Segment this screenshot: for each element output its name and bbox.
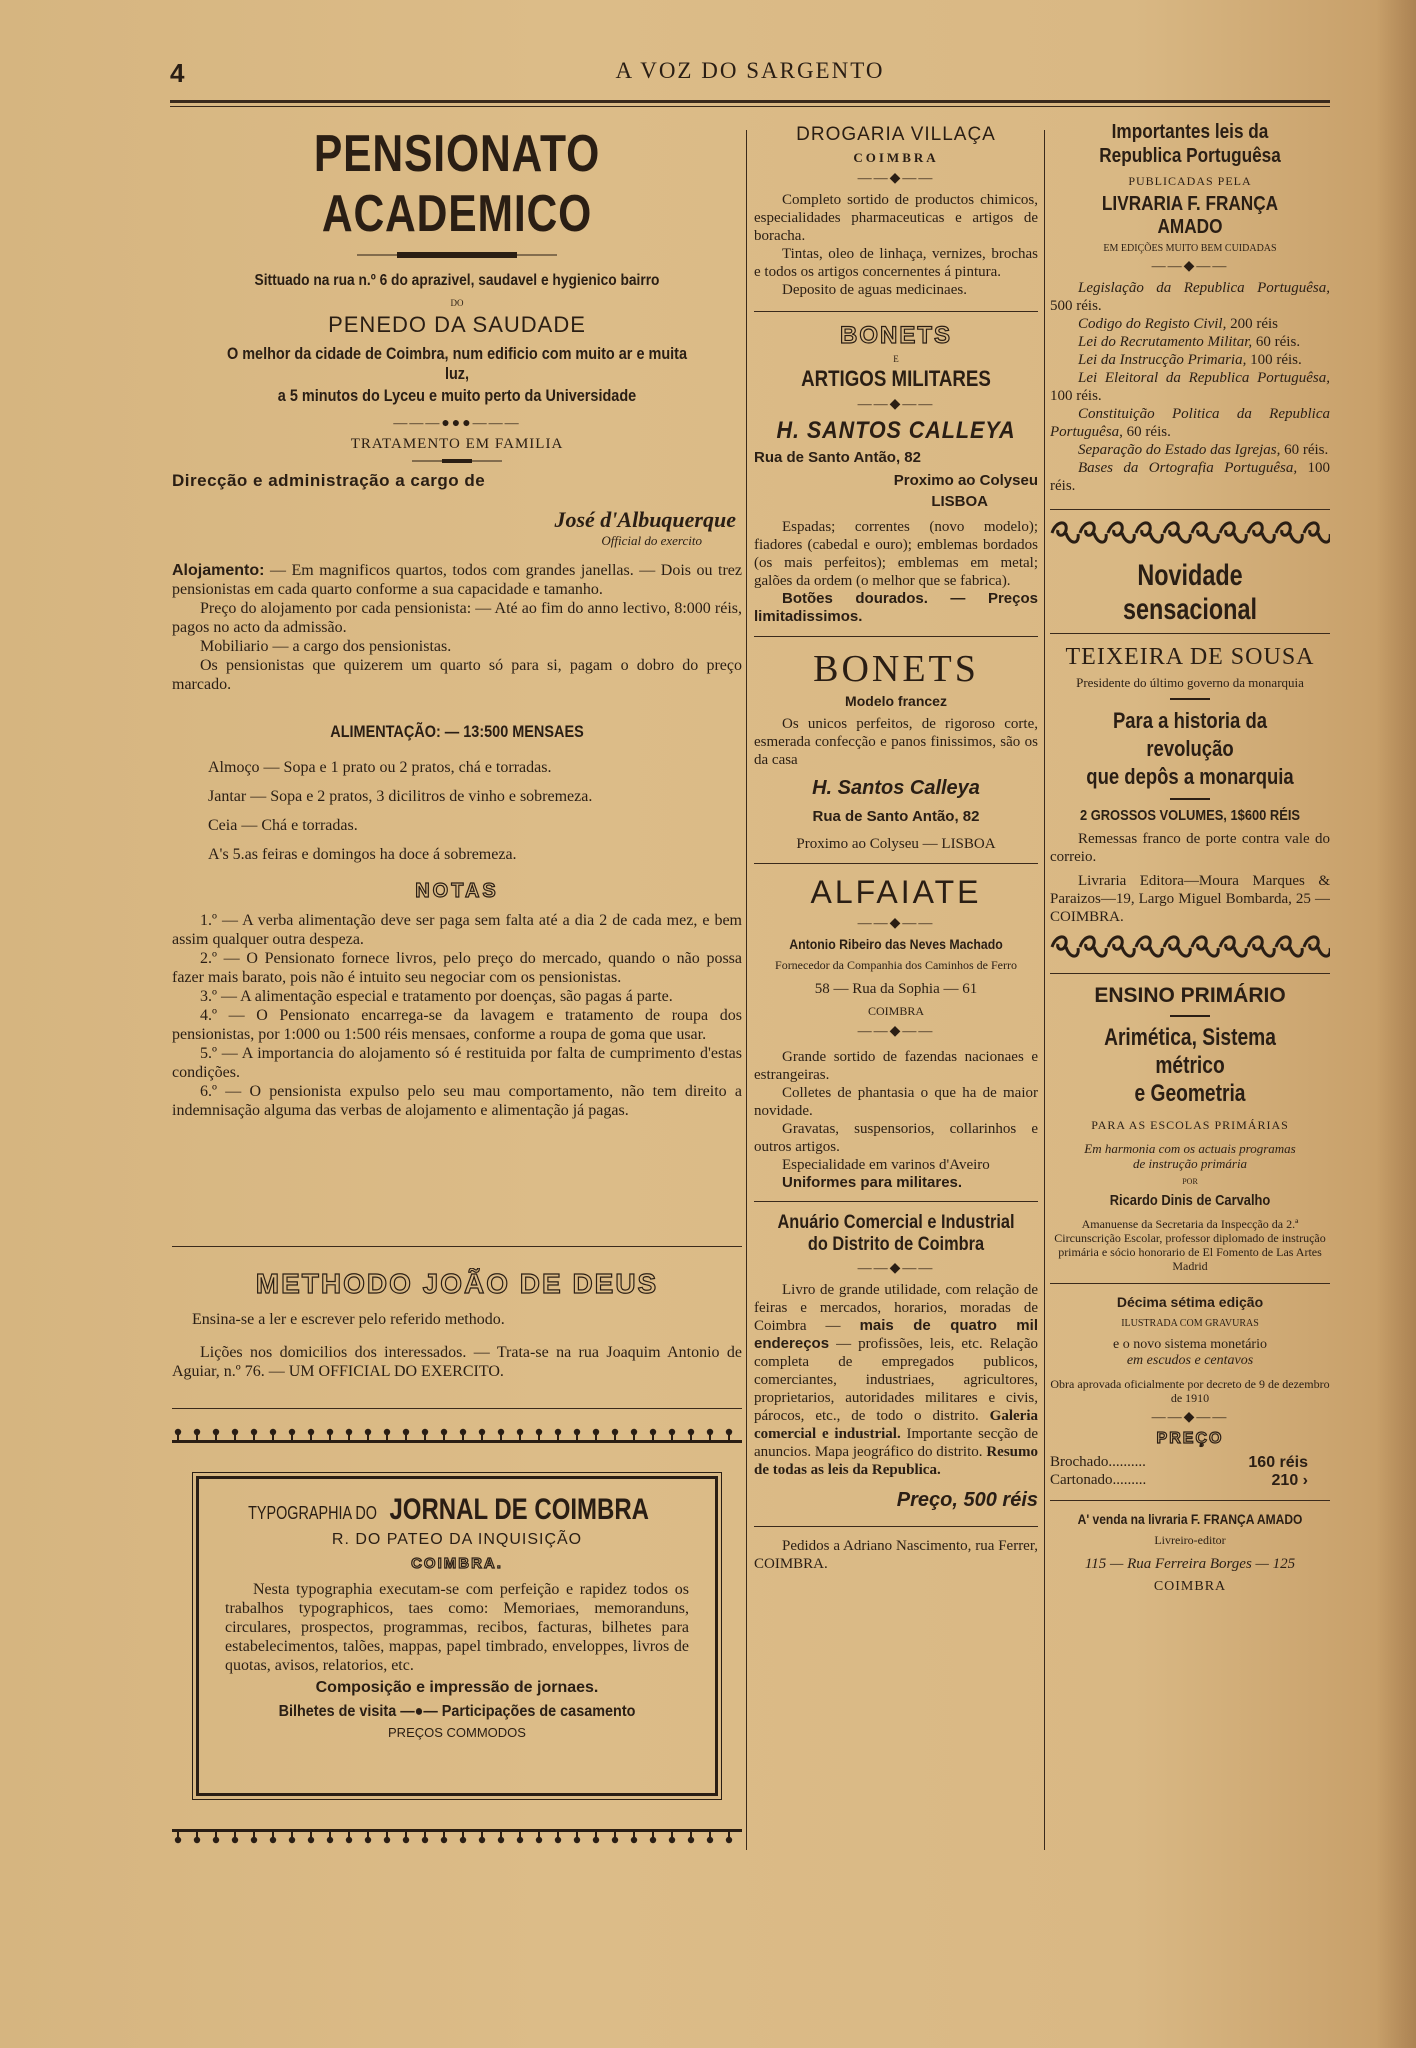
- nota-item: 1.º — A verba alimentação deve ser paga sem falta até a dia 2 de cada mez, e bem assim qualquer outra despeza.: [172, 912, 742, 948]
- typographia-title-prefix: TYPOGRAPHIA DO: [248, 1503, 378, 1523]
- pensionato-title: PENSIONATO ACADEMICO: [313, 125, 601, 243]
- leis-item-price: 60 réis.: [1280, 442, 1329, 458]
- header-rule: [170, 100, 1330, 103]
- anuario-pedidos: Pedidos a Adriano Nascimento, rua Ferrer, COIMBRA.: [754, 1538, 1038, 1572]
- anuario-text-c: — profissões, leis, etc. Relação completa de empregados publicos, comerciantes, industriaes, agricultores, proprietarios, autoridades militares e civis, párocos, etc., de todo o distrito.: [754, 1336, 1038, 1424]
- section-rule: [1050, 973, 1330, 974]
- methodo-title: METHODO JOÃO DE DEUS: [255, 1268, 659, 1299]
- novidade-volumes: 2 GROSSOS VOLUMES, 1$600 RÉIS: [1079, 807, 1301, 824]
- leis-item: [1050, 441, 1330, 459]
- bonets2-modelo: Modelo francez: [845, 693, 947, 709]
- section-rule: [1050, 509, 1330, 510]
- pensionato-direccao: Direcção e administração a cargo de: [172, 471, 486, 490]
- novidade-remessas: Remessas franco de porte contra vale do correio.: [1050, 831, 1330, 865]
- section-rule: [754, 311, 1038, 312]
- pensionato-jantar: Jantar — Sopa e 2 pratos, 3 dicilitros de vinho e sobremeza.: [208, 788, 593, 805]
- ensino-sistema-1: e o novo sistema monetário: [1113, 1337, 1267, 1352]
- leis-item-title: Lei da Instrucção Primaria,: [1078, 352, 1247, 368]
- bonets-artigos: ARTIGOS MILITARES: [801, 366, 991, 391]
- pensionato-quintas: A's 5.as feiras e domingos ha doce á sobremeza.: [208, 846, 517, 863]
- anuario-text: [754, 1281, 1038, 1479]
- ensino-book-2: e Geometria: [1134, 1080, 1246, 1107]
- pensionato-signature-role: Official do exercito: [601, 533, 702, 548]
- leis-list: [1050, 279, 1330, 495]
- alfaiate-p1: Grande sortido de fazendas nacionaes e estrangeiras.: [754, 1049, 1038, 1083]
- pensionato-ceia: Ceia — Chá e torradas.: [208, 817, 358, 834]
- pensionato-ad: [172, 120, 742, 1410]
- novidade-book-1: Para a historia da revolução: [1112, 708, 1268, 761]
- bonets-text: Espadas; correntes (novo modelo); fiadores (cabedal e ouro); emblemas bordados (os mais perfeitos); emblemas em metal; galões da ordem (o melhor que se fabrica).: [754, 519, 1038, 589]
- section-rule: [172, 1246, 742, 1247]
- ensino-cred: Amanuense da Secretaria da Inspecção da 2.ª Circunscrição Escolar, professor diplomado de instrução primária e sócio honorario de El Fomento de Las Artes Madrid: [1054, 1217, 1326, 1273]
- right-column: [1050, 120, 1330, 1860]
- leis-title: Importantes leis da Republica Portuguêsa: [1099, 121, 1281, 167]
- methodo-line-2: Lições nos domicilios dos interessados. — Trata-se na rua Joaquim Antonio de Aguiar, n.º 76. — UM OFFICIAL DO EXERCITO.: [172, 1344, 742, 1380]
- leis-item-title: Lei do Recrutamento Militar,: [1078, 334, 1253, 350]
- bonets-rua: Rua de Santo Antão, 82: [754, 449, 921, 466]
- methodo-line-1: Ensina-se a ler e escrever pelo referido methodo.: [192, 1311, 505, 1328]
- typographia-ad: [196, 1476, 718, 1796]
- ornament-rule-icon: [1170, 795, 1210, 803]
- methodo-ad: [172, 1268, 742, 1398]
- pensionato-preco-alojamento: Preço do alojamento por cada pensionista: — Até ao fim do anno lectivo, 8:000 réis, pagos no acto da admissão.: [172, 600, 742, 636]
- alfaiate-name: Antonio Ribeiro das Neves Machado: [789, 936, 1003, 952]
- bonets2-rua: Rua de Santo Antão, 82: [812, 808, 980, 825]
- price-value-cartonado: 210 ›: [1271, 1472, 1308, 1489]
- leis-publicadas: PUBLICADAS PELA: [1128, 174, 1252, 188]
- pensionato-bairro: PENEDO DA SAUDADE: [328, 312, 586, 337]
- drogaria-p2: Tintas, oleo de linhaça, vernizes, brochas e todos os artigos concernentes á pintura.: [754, 246, 1038, 280]
- ensino-harmonia-2: de instrução primária: [1132, 1156, 1248, 1171]
- leis-item-title: Constituição Politica da Republica Portuguêsa,: [1050, 406, 1330, 440]
- section-rule: [1050, 1500, 1330, 1501]
- anuario-text-e: Importante secção de anuncios. Mapa jeográfico do distrito.: [754, 1426, 1038, 1460]
- leis-item-price: 60 réis.: [1252, 334, 1301, 350]
- divider-ornament: ——◆——: [1151, 1410, 1229, 1425]
- anuario-text-b: mais de quatro mil endereços: [754, 1317, 1038, 1352]
- middle-column: [754, 120, 1038, 1860]
- leis-item-title: Lei Eleitoral da Republica Portuguêsa,: [1078, 370, 1330, 386]
- nota-item: 4.º — O Pensionato encarrega-se da lavagem e tratamento de roupa dos pensionistas, por 1:000 ou 1:500 réis mensaes, conforme a roupa de goma que usar.: [172, 1007, 742, 1043]
- divider-ornament: ———●●●———: [393, 416, 521, 431]
- leis-item-price: 100 réis.: [1246, 352, 1302, 368]
- leis-item-price: 100 réis.: [1050, 460, 1330, 494]
- anuario-text-f: Resumo de todas as leis da Republica.: [754, 1444, 1038, 1478]
- ensino-city: COIMBRA: [1153, 1579, 1227, 1594]
- section-rule: [172, 1408, 742, 1409]
- section-rule: [1050, 1283, 1330, 1284]
- ornament-rule-icon: [1170, 1012, 1210, 1020]
- alfaiate-p2: Colletes de phantasia o que ha de maior novidade.: [754, 1085, 1038, 1119]
- leis-item: [1050, 369, 1330, 405]
- drogaria-city: COIMBRA: [853, 150, 939, 165]
- bonets-e: E: [893, 354, 899, 364]
- bonets2-text: Os unicos perfeitos, de rigoroso corte, esmerada confecção e panos finissimos, são os da casa: [754, 716, 1038, 768]
- header-rule-thin: [170, 106, 1330, 107]
- anuario-title: Anuário Comercial e Industrial do Distrito de Coimbra: [777, 1212, 1015, 1255]
- alfaiate-fornecedor: Fornecedor da Companhia dos Caminhos de Ferro: [775, 958, 1017, 972]
- decorative-border-bottom-icon: [172, 1824, 742, 1844]
- drogaria-p1: Completo sortido de productos chimicos, especialidades pharmaceuticas e artigos de boracha.: [754, 192, 1038, 244]
- typographia-title: [225, 1493, 689, 1527]
- pensionato-tratamento: TRATAMENTO EM FAMILIA: [350, 436, 564, 452]
- leis-item-title: Separação do Estado das Igrejas,: [1078, 442, 1281, 458]
- ensino-para: PARA AS ESCOLAS PRIMÁRIAS: [1091, 1118, 1289, 1132]
- scroll-ornament-icon: [1050, 518, 1330, 548]
- ensino-harmonia-1: Em harmonia com os actuais programas: [1084, 1141, 1296, 1156]
- alfaiate-p3: Gravatas, suspensorios, collarinhos e outros artigos.: [754, 1121, 1038, 1155]
- column-divider: [746, 130, 747, 1850]
- leis-item: [1050, 279, 1330, 315]
- price-label-cartonado: Cartonado.........: [1050, 1472, 1147, 1488]
- drogaria-title: DROGARIA VILLAÇA: [796, 124, 996, 145]
- anuario-text-d: Galeria comercial e industrial.: [754, 1408, 1038, 1442]
- pensionato-situated: Sittuado na rua n.º 6 do aprazivel, saudavel e hygienico bairro: [254, 272, 660, 289]
- nota-item: 2.º — O Pensionato fornece livros, pelo preço do mercado, quando o não possa fazer mais barato, pois não é intuito seu negociar com os pensionistas.: [172, 950, 742, 986]
- divider-ornament: ——◆——: [857, 1261, 935, 1276]
- typographia-address: R. DO PATEO DA INQUISIÇÃO: [331, 1531, 583, 1548]
- ensino-edicao: Décima sétima edição: [1116, 1294, 1264, 1310]
- nota-item: 6.º — O pensionista expulso pelo seu mau comportamento, não tem direito a indemnisação alguma das verbas de alojamento e alimentação já pagas.: [172, 1083, 742, 1119]
- pensionato-best-2: a 5 minutos do Lyceu e muito perto da Universidade: [277, 386, 637, 405]
- leis-item-price: 500 réis.: [1050, 298, 1102, 314]
- divider-ornament: ——◆——: [857, 397, 935, 412]
- ensino-venda: A' venda na livraria F. FRANÇA AMADO: [1077, 1511, 1303, 1527]
- alfaiate-title: ALFAIATE: [810, 874, 982, 910]
- alfaiate-p4: Especialidade em varinos d'Aveiro: [782, 1157, 990, 1173]
- leis-item: [1050, 459, 1330, 495]
- ensino-address: 115 — Rua Ferreira Borges — 125: [1084, 1556, 1296, 1572]
- ensino-price-row: [1050, 1472, 1330, 1490]
- ensino-editor: Livreiro-editor: [1154, 1533, 1226, 1547]
- divider-ornament: ——◆——: [857, 171, 935, 186]
- leis-item-price: 100 réis.: [1050, 388, 1102, 404]
- alojamento-text: — Em magnificos quartos, todos com grandes janellas. — Dois ou trez pensionistas em cada quarto conforme a sua capacidade e tamanho.: [172, 562, 742, 598]
- pensionato-best-1: O melhor da cidade de Coimbra, num edificio com muito ar e muita luz,: [226, 344, 688, 383]
- pensionato-do: DO: [450, 298, 464, 308]
- leis-item: [1050, 333, 1330, 351]
- bonets-name: H. SANTOS CALLEYA: [776, 417, 1016, 444]
- ensino-obra: Obra aprovada oficialmente por decreto de 9 de dezembro de 1910: [1050, 1377, 1330, 1405]
- novidade-author: TEIXEIRA DE SOUSA: [1065, 644, 1315, 670]
- section-rule: [1050, 633, 1330, 634]
- pensionato-almoco: Almoço — Sopa e 1 prato ou 2 pratos, chá e torradas.: [208, 759, 552, 776]
- page-header: [170, 58, 1330, 88]
- nota-item: 3.º — A alimentação especial e tratamento por doenças, são pagas á parte.: [200, 988, 673, 1005]
- anuario-preco: Preço, 500 réis: [896, 1489, 1038, 1511]
- bonets2-title: BONETS: [813, 648, 979, 690]
- bonets2-name: H. Santos Calleya: [812, 777, 980, 799]
- alojamento-label: Alojamento:: [172, 562, 265, 579]
- notas-title: NOTAS: [415, 880, 499, 902]
- typographia-bilhetes: Bilhetes de visita —●— Participações de casamento: [278, 1703, 636, 1720]
- novidade-author-role: Presidente do último governo da monarquia: [1076, 675, 1304, 690]
- nota-item: 5.º — A importancia do alojamento só é restituida por falta de cumprimento d'estas condições.: [172, 1045, 742, 1081]
- alfaiate-address: 58 — Rua da Sophia — 61: [814, 981, 978, 997]
- typographia-precos: PREÇOS COMMODOS: [388, 1725, 526, 1740]
- section-rule: [754, 1526, 1038, 1527]
- ensino-author: Ricardo Dinis de Carvalho: [1109, 1192, 1271, 1209]
- ensino-preco-title: PREÇO: [1156, 1430, 1224, 1447]
- ensino-price-row: [1050, 1454, 1330, 1472]
- leis-edicoes: EM EDIÇÕES MUITO BEM CUIDADAS: [1103, 243, 1277, 254]
- ornament-rule-icon: [357, 248, 557, 262]
- typographia-body: Nesta typographia executam-se com perfeição e rapidez todos os trabalhos typographicos, taes como: Memoriaes, memoranduns, circulares, prospectos, programmas, recibos, facturas, bilhetes para estabelecimentos, talões, mappas, papel timbrado, enveloppes, livros de quotas, avisos, relatorios, etc.: [225, 1581, 689, 1674]
- drogaria-p3: Deposito de aguas medicinaes.: [782, 282, 967, 298]
- leis-livraria: LIVRARIA F. FRANÇA AMADO: [1101, 193, 1279, 238]
- section-rule: [754, 636, 1038, 637]
- novidade-book-2: que depôs a monarquia: [1086, 764, 1294, 789]
- page-number: 4: [170, 58, 185, 88]
- price-label-brochado: Brochado..........: [1050, 1454, 1146, 1470]
- bonets-botoes: Botões dourados. — Preços limitadissimos.: [754, 590, 1038, 625]
- pensionato-mobiliario: Mobiliario — a cargo dos pensionistas.: [200, 638, 452, 655]
- novidade-title: Novidade sensacional: [1123, 559, 1257, 626]
- decorative-border-top-icon: [172, 1428, 742, 1448]
- ensino-sistema-2: em escudos e centavos: [1126, 1353, 1254, 1368]
- ensino-ilustrada: ILUSTRADA COM GRAVURAS: [1121, 1318, 1259, 1329]
- leis-item: [1050, 405, 1330, 441]
- ensino-title: ENSINO PRIMÁRIO: [1094, 984, 1286, 1007]
- leis-item-title: Bases da Ortografia Portuguêsa,: [1078, 460, 1298, 476]
- typographia-composicao: Composição e impressão de jornaes.: [315, 1679, 599, 1696]
- divider-ornament: ——◆——: [1151, 259, 1229, 274]
- novidade-livraria: Livraria Editora—Moura Marques & Paraizos—19, Largo Miguel Bombarda, 25 — COIMBRA.: [1050, 873, 1330, 925]
- bonets2-proximo: Proximo ao Colyseu — LISBOA: [796, 836, 996, 852]
- pensionato-quarto-so: Os pensionistas que quizerem um quarto só para si, pagam o dobro do preço marcado.: [172, 657, 742, 693]
- pensionato-signature: José d'Albuquerque: [554, 507, 736, 532]
- bonets-proximo: Proximo ao Colyseu: [893, 472, 1038, 489]
- bonets-title: BONETS: [839, 322, 952, 349]
- alfaiate-city: COIMBRA: [867, 1004, 924, 1018]
- pensionato-alimentacao: ALIMENTAÇÃO: — 13:500 MENSAES: [330, 722, 584, 741]
- leis-item-title: Codigo do Registo Civil,: [1078, 316, 1227, 332]
- divider-ornament: ——◆——: [857, 1024, 935, 1039]
- typographia-city: COIMBRA.: [411, 1555, 503, 1572]
- leis-item-price: 60 réis.: [1122, 424, 1171, 440]
- bonets-lisboa: LISBOA: [931, 493, 988, 510]
- ornament-rule-icon: [1170, 695, 1210, 703]
- leis-item-price: 200 réis: [1226, 316, 1279, 332]
- notas-list: [172, 911, 742, 1120]
- ornament-rule-icon: [412, 457, 502, 465]
- newspaper-title: A VOZ DO SARGENTO: [615, 58, 885, 83]
- leis-item: [1050, 351, 1330, 369]
- scroll-ornament-icon: [1050, 932, 1330, 962]
- leis-item-title: Legislação da Republica Portuguêsa,: [1078, 280, 1330, 296]
- divider-ornament: ——◆——: [857, 916, 935, 931]
- section-rule: [754, 863, 1038, 864]
- column-divider: [1044, 130, 1045, 1850]
- ensino-book-1: Arimética, Sistema métrico: [1104, 1024, 1276, 1079]
- leis-item: [1050, 315, 1330, 333]
- anuario-text-a: Livro de grande utilidade, com relação de feiras e mercados, horarios, moradas de Coimbra —: [754, 1282, 1038, 1334]
- price-value-brochado: 160 réis: [1248, 1454, 1308, 1471]
- pensionato-alojamento: [172, 561, 742, 599]
- section-rule: [754, 1201, 1038, 1202]
- alfaiate-p5: Uniformes para militares.: [782, 1174, 963, 1191]
- ensino-por: POR: [1182, 1177, 1198, 1186]
- typographia-title-main: JORNAL DE COIMBRA: [389, 1493, 650, 1526]
